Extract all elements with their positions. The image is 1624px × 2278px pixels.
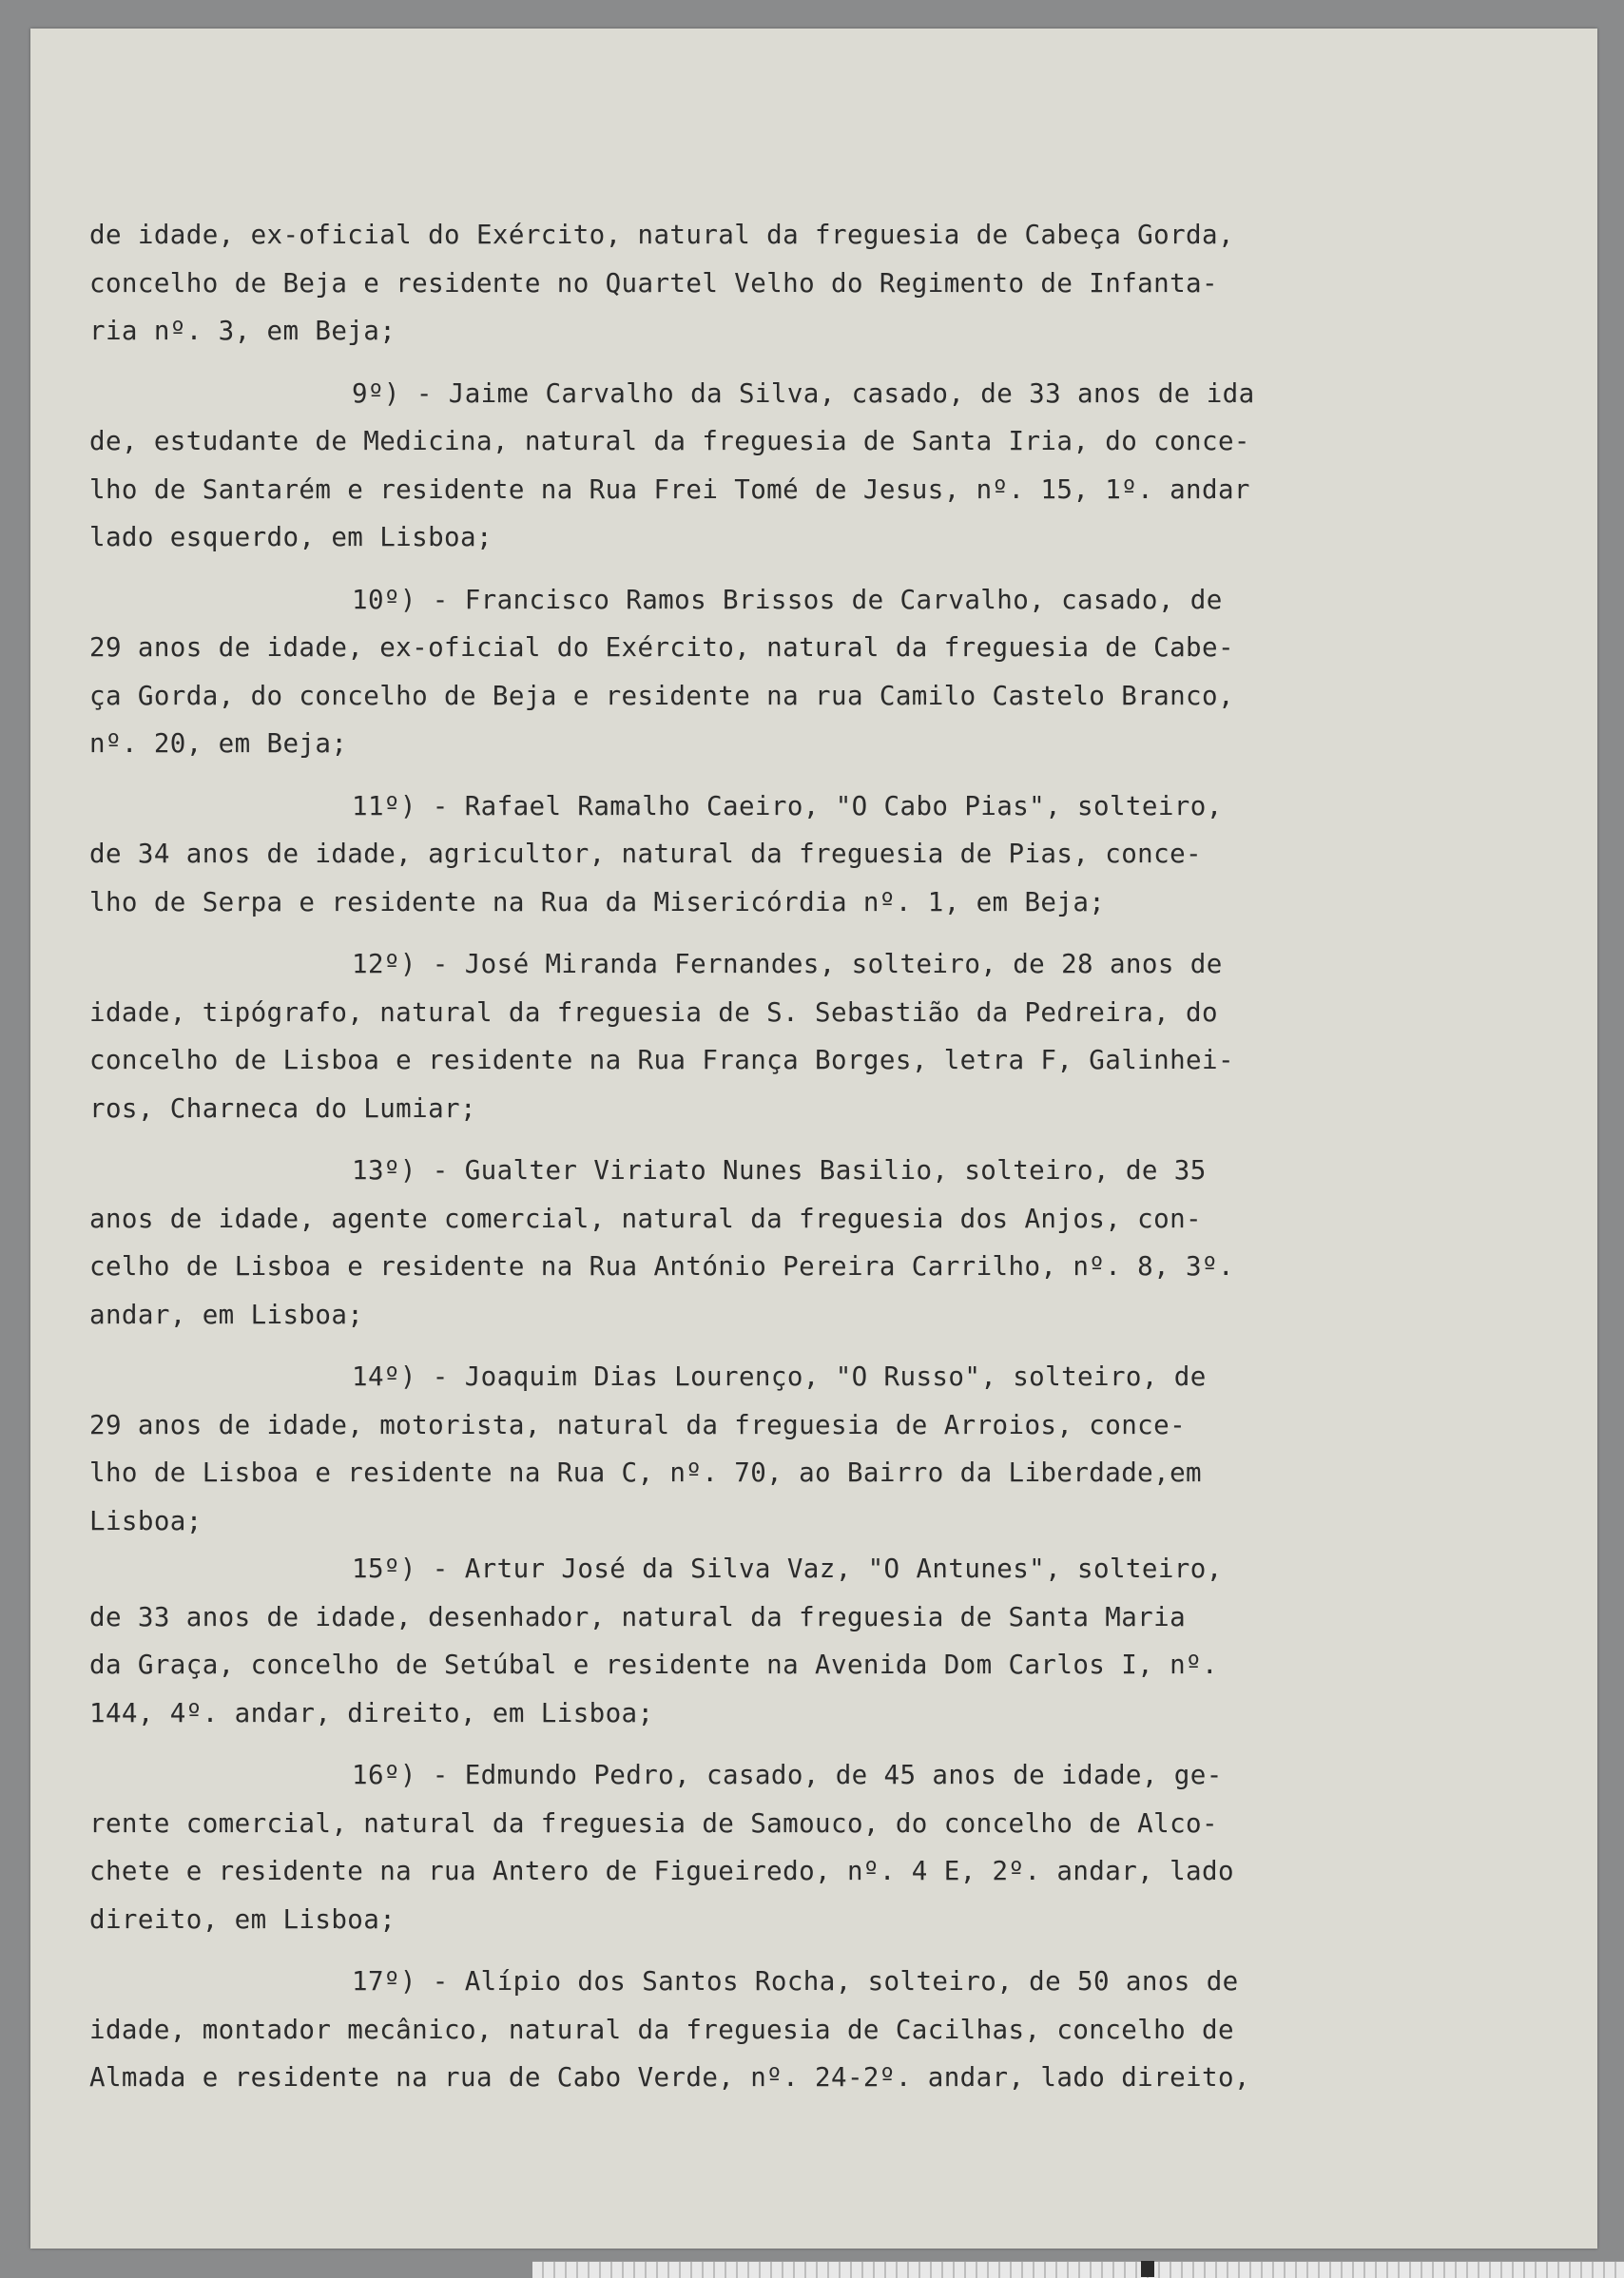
paragraph-first-line: 13º) - Gualter Viriato Nunes Basilio, solteiro, de 35 [352, 1155, 1207, 1186]
text-line: idade, montador mecânico, natural da freguesia de Cacilhas, concelho de [89, 2014, 1234, 2045]
text-line: 29 anos de idade, ex-oficial do Exército, natural da freguesia de Cabe- [89, 632, 1234, 663]
text-line: nº. 20, em Beja; [89, 728, 348, 759]
text-line: celho de Lisboa e residente na Rua António Pereira Carrilho, nº. 8, 3º. [89, 1251, 1234, 1282]
text-line: de, estudante de Medicina, natural da freguesia de Santa Iria, do conce- [89, 426, 1250, 456]
paragraph-gap [89, 768, 1363, 782]
paragraph-gap [89, 1132, 1363, 1147]
text-line: Almada e residente na rua de Cabo Verde, nº. 24-2º. andar, lado direito, [89, 2062, 1250, 2093]
paragraph-gap [89, 1737, 1363, 1751]
text-line: Lisboa; [89, 1505, 203, 1536]
text-line: de 34 anos de idade, agricultor, natural da freguesia de Pias, conce- [89, 839, 1202, 869]
text-line: 144, 4º. andar, direito, em Lisboa; [89, 1697, 654, 1728]
typed-text-body [89, 211, 1363, 2102]
paragraph-first-line: 10º) - Francisco Ramos Brissos de Carvalho, casado, de [352, 584, 1223, 615]
text-line: concelho de Lisboa e residente na Rua França Borges, letra F, Galinhei- [89, 1045, 1234, 1075]
scale-ruler-mark [1141, 2261, 1154, 2277]
text-line: de idade, ex-oficial do Exército, natural da freguesia de Cabeça Gorda, [89, 220, 1234, 250]
text-line: lho de Serpa e residente na Rua da Misericórdia nº. 1, em Beja; [89, 886, 1106, 917]
paragraph-first-line: 9º) - Jaime Carvalho da Silva, casado, de 33 anos de ida [352, 377, 1255, 409]
text-line: concelho de Beja e residente no Quartel Velho do Regimento de Infanta- [89, 267, 1218, 299]
text-line: lho de Lisboa e residente na Rua C, nº. 70, ao Bairro da Liberdade,em [89, 1458, 1202, 1488]
text-line: lho de Santarém e residente na Rua Frei Tomé de Jesus, nº. 15, 1º. andar [89, 473, 1250, 505]
paragraph-first-line: 17º) - Alípio dos Santos Rocha, solteiro, de 50 anos de [352, 1966, 1239, 1997]
text-line: anos de idade, agente comercial, natural da freguesia dos Anjos, con- [89, 1203, 1202, 1234]
paragraph-first-line: 11º) - Rafael Ramalho Caeiro, "O Cabo Pias", solteiro, [352, 790, 1223, 821]
paragraph-gap [89, 1943, 1363, 1958]
paragraph-gap [89, 356, 1363, 370]
document-page [30, 29, 1597, 2249]
text-line: da Graça, concelho de Setúbal e residente na Avenida Dom Carlos I, nº. [89, 1650, 1218, 1680]
text-line: ros, Charneca do Lumiar; [89, 1092, 476, 1124]
text-line: direito, em Lisboa; [89, 1903, 396, 1935]
text-line: idade, tipógrafo, natural da freguesia de S. Sebastião da Pedreira, do [89, 996, 1218, 1028]
paragraph-first-line: 14º) - Joaquim Dias Lourenço, "O Russo", solteiro, de [352, 1361, 1207, 1392]
text-line: lado esquerdo, em Lisboa; [89, 522, 493, 552]
scale-ruler [532, 2261, 1624, 2278]
paragraph-gap [89, 926, 1363, 940]
text-line: ria nº. 3, em Beja; [89, 316, 396, 346]
paragraph-gap [89, 562, 1363, 576]
text-line: ça Gorda, do concelho de Beja e residente na rua Camilo Castelo Branco, [89, 680, 1234, 711]
paragraph-gap [89, 1339, 1363, 1353]
text-line: andar, em Lisboa; [89, 1299, 364, 1330]
text-line: 29 anos de idade, motorista, natural da freguesia de Arroios, conce- [89, 1409, 1187, 1440]
text-line: rente comercial, natural da freguesia de Samouco, do concelho de Alco- [89, 1807, 1218, 1839]
paragraph-first-line: 16º) - Edmundo Pedro, casado, de 45 anos de idade, ge- [352, 1760, 1223, 1790]
text-line: de 33 anos de idade, desenhador, natural da freguesia de Santa Maria [89, 1601, 1187, 1632]
text-line: chete e residente na rua Antero de Figueiredo, nº. 4 E, 2º. andar, lado [89, 1856, 1234, 1886]
paragraph-first-line: 15º) - Artur José da Silva Vaz, "O Antunes", solteiro, [352, 1554, 1223, 1584]
paragraph-first-line: 12º) - José Miranda Fernandes, solteiro, de 28 anos de [352, 949, 1223, 979]
